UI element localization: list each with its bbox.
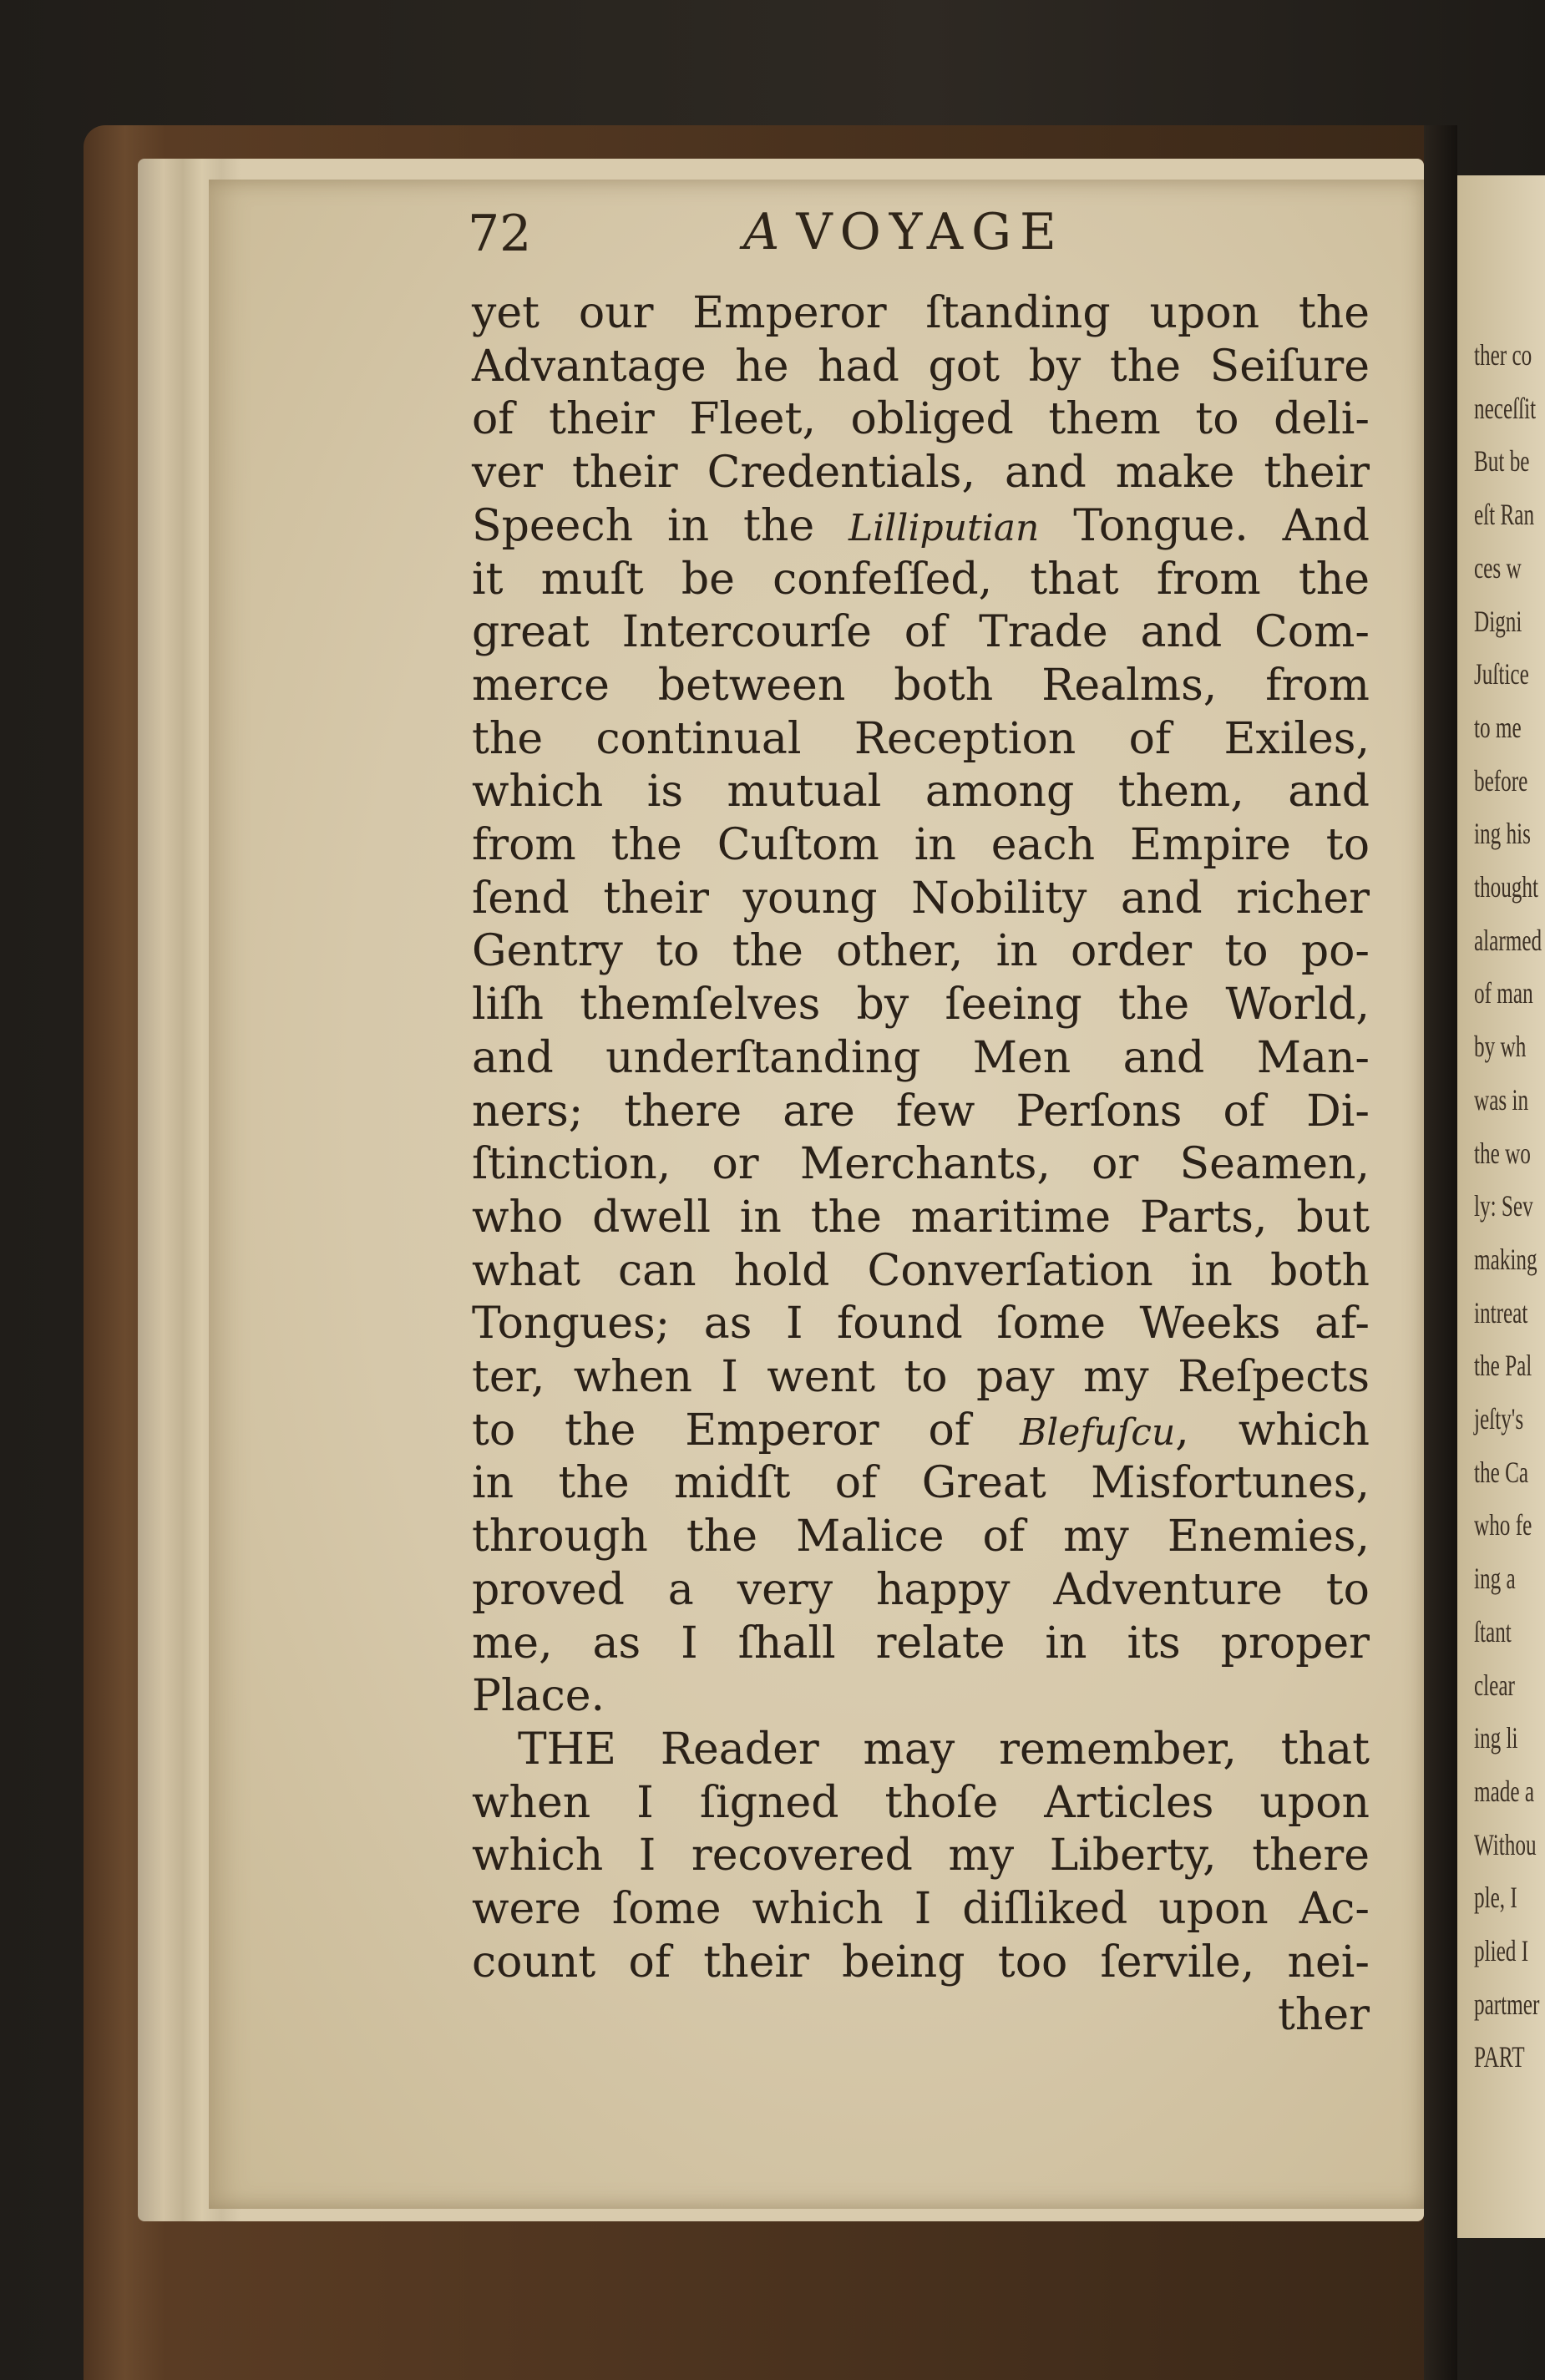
- facing-page-fragment: of man: [1474, 976, 1533, 1010]
- facing-page-fragment: jeſty's: [1474, 1402, 1524, 1436]
- line-segment: when I ſigned thoſe Articles upon: [472, 1777, 1370, 1828]
- line-segment: ners; there are few Perſons of Di-: [472, 1086, 1370, 1137]
- line-segment: the continual Reception of Exiles,: [472, 713, 1370, 764]
- catchword: ther: [1277, 1990, 1370, 2041]
- line-segment: THE Reader may remember, that: [518, 1724, 1370, 1775]
- text-line: [472, 1297, 1370, 1350]
- facing-page-fragment: ces w: [1474, 550, 1522, 585]
- facing-page-fragment: made a: [1474, 1774, 1535, 1808]
- facing-page-fragment: to me: [1474, 710, 1522, 744]
- line-segment: ſend their young Nobility and richer: [472, 873, 1370, 924]
- line-segment: which I recovered my Liberty, there: [472, 1831, 1370, 1881]
- facing-page-fragment: plied I: [1474, 1934, 1529, 1967]
- facing-page-fragment: partmer: [1474, 1987, 1540, 2021]
- line-segment: me, as I ſhall relate in its proper: [472, 1618, 1370, 1669]
- text-line: [472, 1456, 1370, 1510]
- text-line: [472, 1137, 1370, 1191]
- text-line: [472, 286, 1370, 340]
- text-line: [472, 392, 1370, 446]
- facing-page-fragment: Digni: [1474, 604, 1522, 638]
- text-line: [472, 1191, 1370, 1244]
- book-gutter: [1424, 125, 1457, 2380]
- text-line: [472, 553, 1370, 606]
- facing-page-fragment: thought: [1474, 870, 1539, 904]
- facing-page-fragment: the wo: [1474, 1136, 1531, 1170]
- page-number: 72: [468, 205, 532, 263]
- text-line: [472, 818, 1370, 872]
- line-segment: ſtinction, or Merchants, or Seamen,: [472, 1139, 1370, 1190]
- text-line: [472, 659, 1370, 712]
- text-line: [472, 605, 1370, 659]
- line-segment: count of their being too ſervile, nei-: [472, 1937, 1370, 1988]
- facing-page-fragment: ther co: [1474, 338, 1532, 372]
- text-line: [472, 1829, 1370, 1882]
- running-head: [743, 203, 1065, 261]
- italic-term: Lilliputian: [848, 506, 1040, 549]
- line-segment: liſh themſelves by ſeeing the World,: [472, 980, 1370, 1030]
- text-line: [472, 1936, 1370, 1989]
- text-line: [472, 712, 1370, 766]
- line-segment: and underſtanding Men and Man-: [472, 1032, 1370, 1083]
- line-segment: ver their Credentials, and make their: [472, 448, 1370, 499]
- line-segment: what can hold Converſation in both: [472, 1245, 1370, 1296]
- facing-page-fragment: neceſſit: [1474, 391, 1537, 425]
- text-line: [472, 1510, 1370, 1563]
- text-line: [472, 1404, 1370, 1457]
- facing-page-fragment: ple, I: [1474, 1881, 1517, 1915]
- facing-page-fragment: before: [1474, 763, 1528, 798]
- line-segment: in the midſt of Great Misfortunes,: [472, 1458, 1370, 1509]
- facing-page-fragment: But be: [1474, 444, 1530, 479]
- text-line: [518, 1723, 1370, 1776]
- line-segment: , which: [1175, 1405, 1370, 1456]
- line-segment: who dwell in the maritime Parts, but: [472, 1192, 1370, 1243]
- text-line: [472, 1031, 1370, 1085]
- line-segment: Tongues; as I found ſome Weeks af-: [472, 1299, 1370, 1350]
- text-line: [472, 765, 1370, 818]
- text-line: [472, 1244, 1370, 1298]
- facing-page-fragment: ſtant: [1474, 1614, 1512, 1648]
- line-segment: Speech in the: [472, 500, 849, 551]
- facing-page-fragment: making: [1474, 1242, 1537, 1276]
- line-segment: Tongue. And: [1039, 500, 1370, 551]
- line-segment: Advantage he had got by the Seiſure: [472, 341, 1370, 392]
- facing-page-fragment: intreat: [1474, 1295, 1528, 1329]
- page-header: [468, 196, 1370, 280]
- line-segment: it muſt be confeſſed, that from the: [472, 554, 1370, 605]
- text-line: [472, 1776, 1370, 1830]
- facing-page-fragment: ing a: [1474, 1562, 1516, 1596]
- italic-term: Blefuſcu: [1019, 1410, 1176, 1454]
- line-segment: from the Cuſtom in each Empire to: [472, 820, 1370, 870]
- facing-page-fragment: PART: [1474, 2040, 1525, 2074]
- facing-page-fragment: the Ca: [1474, 1455, 1529, 1489]
- text-line: [472, 1669, 1370, 1723]
- line-segment: which is mutual among them, and: [472, 767, 1370, 818]
- line-segment: of their Fleet, obliged them to deli-: [472, 394, 1370, 445]
- line-segment: proved a very happy Adventure to: [472, 1564, 1370, 1615]
- text-line: [472, 499, 1370, 553]
- line-segment: Gentry to the other, in order to po-: [472, 926, 1370, 977]
- facing-page-fragment: eſt Ran: [1474, 498, 1535, 532]
- line-segment: through the Malice of my Enemies,: [472, 1512, 1370, 1562]
- text-line: [472, 1350, 1370, 1404]
- line-segment: great Intercourſe of Trade and Com-: [472, 607, 1370, 658]
- text-line: [472, 446, 1370, 499]
- line-segment: merce between both Realms, from: [472, 660, 1370, 711]
- text-line: [472, 1085, 1370, 1138]
- facing-page-fragment: ing li: [1474, 1721, 1518, 1755]
- text-line: [472, 1882, 1370, 1936]
- text-line: [472, 978, 1370, 1031]
- text-line: [472, 1563, 1370, 1617]
- facing-page-fragment: the Pal: [1474, 1349, 1532, 1383]
- facing-page-fragment: by wh: [1474, 1030, 1527, 1064]
- facing-page-fragment: who fe: [1474, 1508, 1532, 1542]
- running-head-article: A: [743, 203, 780, 261]
- text-line: [472, 340, 1370, 393]
- text-line: [472, 1617, 1370, 1670]
- facing-page: [1457, 175, 1545, 2238]
- facing-page-fragment: clear: [1474, 1668, 1515, 1702]
- running-head-title: VOYAGE: [796, 203, 1065, 261]
- facing-page-fragment: ly: Sev: [1474, 1189, 1533, 1223]
- text-line: [472, 924, 1370, 978]
- line-segment: ter, when I went to pay my Reſpects: [472, 1352, 1370, 1402]
- facing-page-fragment: Withou: [1474, 1827, 1537, 1861]
- line-segment: were ſome which I diſliked upon Ac-: [472, 1884, 1370, 1934]
- facing-page-fragment: ing his: [1474, 817, 1531, 851]
- text-line: [472, 872, 1370, 925]
- line-segment: Place.: [472, 1671, 605, 1722]
- line-segment: yet our Emperor ſtanding upon the: [472, 288, 1370, 338]
- facing-page-fragment: was in: [1474, 1082, 1529, 1117]
- facing-page-fragment: Juſtice: [1474, 657, 1529, 691]
- line-segment: to the Emperor of: [472, 1405, 1020, 1456]
- facing-page-fragment: alarmed: [1474, 923, 1542, 957]
